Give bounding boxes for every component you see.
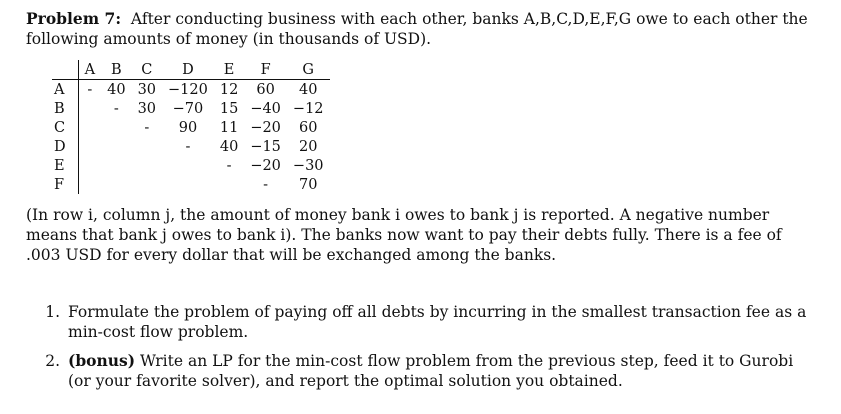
table-row — [52, 118, 330, 137]
table-header-row — [52, 60, 330, 80]
table-cell: −20 — [250, 157, 281, 174]
list-item — [24, 302, 818, 342]
table-cell — [78, 175, 101, 194]
table-cell: −12 — [292, 100, 324, 117]
table-cell: −20 — [250, 119, 281, 136]
table-cell: 12 — [219, 81, 239, 98]
column-header: C — [132, 60, 162, 80]
table-cell — [162, 156, 214, 175]
table-cell — [101, 118, 131, 137]
debt-table — [52, 60, 330, 194]
table-cell — [132, 175, 162, 194]
table-cell — [214, 175, 244, 194]
column-header: B — [101, 60, 131, 80]
table-cell: 30 — [137, 100, 157, 117]
row-header: C — [52, 118, 78, 137]
column-header: A — [78, 60, 101, 80]
table-cell — [101, 175, 131, 194]
table-cell: 70 — [299, 176, 318, 193]
table-cell: - — [263, 176, 269, 193]
item-number: 2. — [45, 352, 60, 370]
table-cell: −15 — [250, 138, 281, 155]
table-cell — [132, 137, 162, 156]
table-cell: 40 — [299, 81, 318, 98]
problem-label: Problem 7: — [26, 9, 122, 28]
item-text: Formulate the problem of paying off all debts by incurring in the smallest transaction fee as a min-cost flow problem. — [68, 303, 807, 341]
table-cell: 60 — [256, 81, 275, 98]
task-list — [24, 302, 818, 400]
row-header: E — [52, 156, 78, 175]
column-header: G — [287, 60, 330, 80]
row-header: F — [52, 175, 78, 194]
table-cell: 15 — [219, 100, 239, 117]
item-number: 1. — [45, 303, 60, 321]
table-row — [52, 137, 330, 156]
column-header: E — [214, 60, 244, 80]
table-row — [52, 99, 330, 118]
table-corner — [52, 60, 78, 80]
table-row — [52, 175, 330, 194]
row-header: B — [52, 99, 78, 118]
table-row — [52, 156, 330, 175]
row-header: D — [52, 137, 78, 156]
table-cell: - — [185, 138, 191, 155]
table-cell — [78, 156, 101, 175]
table-cell: −70 — [172, 100, 204, 117]
column-header: D — [162, 60, 214, 80]
table-cell: - — [113, 100, 119, 117]
table-cell: - — [87, 81, 93, 98]
column-header: F — [244, 60, 287, 80]
list-item — [24, 351, 818, 391]
table-cell: 30 — [137, 81, 157, 98]
table-cell: 40 — [219, 138, 239, 155]
table-cell: 60 — [299, 119, 318, 136]
item-text: Write an LP for the min-cost flow problem from the previous step, feed it to Gurobi (or your favorite solver), and report the optimal solution you obtained. — [68, 352, 794, 390]
problem-intro-text: After conducting business with each other, banks A,B,C,D,E,F,G owe to each other the following amounts of money (in thousands of USD). — [26, 10, 808, 48]
table-cell — [78, 99, 101, 118]
table-cell: −120 — [168, 81, 208, 98]
table-cell: - — [144, 119, 150, 136]
table-body — [52, 80, 330, 195]
row-header: A — [52, 80, 78, 100]
table-cell: −30 — [292, 157, 324, 174]
table-cell: 40 — [107, 81, 126, 98]
table-cell: 90 — [178, 119, 198, 136]
table-cell — [132, 156, 162, 175]
table-explanation: (In row i, column j, the amount of money bank i owes to bank j is reported. A negative number means that bank j owes to bank i). The banks now want to pay their debts fully. There is a fee of .003 USD for every dollar that will be exchanged among the banks. — [26, 206, 782, 264]
table-cell — [78, 118, 101, 137]
bonus-label: (bonus) — [68, 351, 136, 370]
table-cell: −40 — [250, 100, 281, 117]
table-cell — [101, 156, 131, 175]
table-cell: - — [226, 157, 232, 174]
table-cell — [101, 137, 131, 156]
table-row — [52, 80, 330, 100]
table-cell: 11 — [219, 119, 239, 136]
table-cell — [78, 137, 101, 156]
table-cell — [162, 175, 214, 194]
problem-intro — [26, 9, 816, 49]
table-cell: 20 — [299, 138, 318, 155]
